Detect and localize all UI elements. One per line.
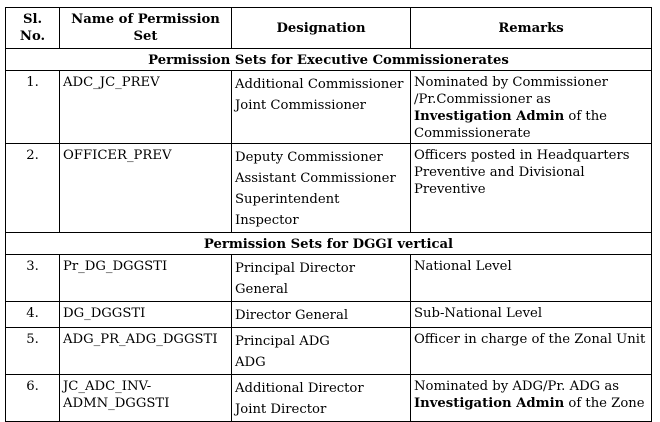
- section-row-executive-commissionerates: [6, 49, 652, 71]
- designation-line: Director General: [235, 308, 349, 323]
- sl-no-cell: 4.: [6, 302, 60, 328]
- designation-line: Deputy Commissioner: [235, 150, 383, 165]
- remarks-text: of the Zone: [564, 396, 645, 411]
- remarks-text: Sub-National Level: [414, 306, 543, 321]
- designation-line: Additional Commissioner: [235, 77, 404, 92]
- table-row: [6, 375, 652, 422]
- sl-no-cell: 2.: [6, 144, 60, 233]
- remarks-text: Nominated by Commissioner /Pr.Commissioner as: [414, 75, 608, 107]
- remarks-bold-text: Investigation Admin: [414, 396, 565, 411]
- header-permission-set-name: Name of Permission Set: [60, 8, 232, 49]
- header-remarks: Remarks: [411, 8, 652, 49]
- remarks-text: Nominated by ADG/Pr. ADG as: [414, 379, 620, 394]
- remarks-cell: [411, 328, 652, 375]
- remarks-text: Officers posted in Headquarters Preventive and Divisional Preventive: [414, 148, 630, 197]
- permission-set-name-cell: Pr_DG_DGGSTI: [60, 255, 232, 302]
- remarks-cell: [411, 255, 652, 302]
- designation-cell: [232, 375, 411, 422]
- designation-line: Joint Commissioner: [235, 98, 366, 113]
- table-row: [6, 255, 652, 302]
- header-designation: Designation: [232, 8, 411, 49]
- table-header-row: [6, 8, 652, 49]
- remarks-cell: [411, 375, 652, 422]
- designation-line: Principal ADG: [235, 334, 330, 349]
- designation-line: Assistant Commissioner: [235, 171, 396, 186]
- permission-set-name-cell: DG_DGGSTI: [60, 302, 232, 328]
- permission-set-name-cell: OFFICER_PREV: [60, 144, 232, 233]
- section-title: Permission Sets for DGGI vertical: [6, 233, 652, 255]
- permission-set-name-cell: JC_ADC_INV-ADMN_DGGSTI: [60, 375, 232, 422]
- remarks-text: National Level: [414, 259, 512, 274]
- remarks-cell: [411, 302, 652, 328]
- sl-no-cell: 1.: [6, 71, 60, 144]
- sl-no-cell: 6.: [6, 375, 60, 422]
- table-row: [6, 144, 652, 233]
- remarks-cell: [411, 71, 652, 144]
- designation-line: Inspector: [235, 213, 299, 228]
- sl-no-cell: 5.: [6, 328, 60, 375]
- section-title: Permission Sets for Executive Commissionerates: [6, 49, 652, 71]
- table-row: [6, 302, 652, 328]
- designation-cell: [232, 71, 411, 144]
- permission-sets-table: [5, 7, 652, 422]
- designation-line: Additional Director: [235, 381, 364, 396]
- remarks-text: of the Commissionerate: [414, 109, 607, 141]
- table-row: [6, 328, 652, 375]
- designation-cell: [232, 302, 411, 328]
- permission-table-container: [5, 7, 652, 422]
- header-sl-no: Sl. No.: [6, 8, 60, 49]
- section-row-dggi-vertical: [6, 233, 652, 255]
- designation-line: Superintendent: [235, 192, 340, 207]
- designation-cell: [232, 328, 411, 375]
- remarks-cell: [411, 144, 652, 233]
- designation-cell: [232, 144, 411, 233]
- designation-line: Principal Director General: [235, 261, 356, 297]
- remarks-bold-text: Investigation Admin: [414, 109, 565, 124]
- designation-line: Joint Director: [235, 402, 327, 417]
- sl-no-cell: 3.: [6, 255, 60, 302]
- table-row: [6, 71, 652, 144]
- designation-line: ADG: [235, 355, 266, 370]
- designation-cell: [232, 255, 411, 302]
- permission-set-name-cell: ADG_PR_ADG_DGGSTI: [60, 328, 232, 375]
- remarks-text: Officer in charge of the Zonal Unit: [414, 332, 646, 347]
- permission-set-name-cell: ADC_JC_PREV: [60, 71, 232, 144]
